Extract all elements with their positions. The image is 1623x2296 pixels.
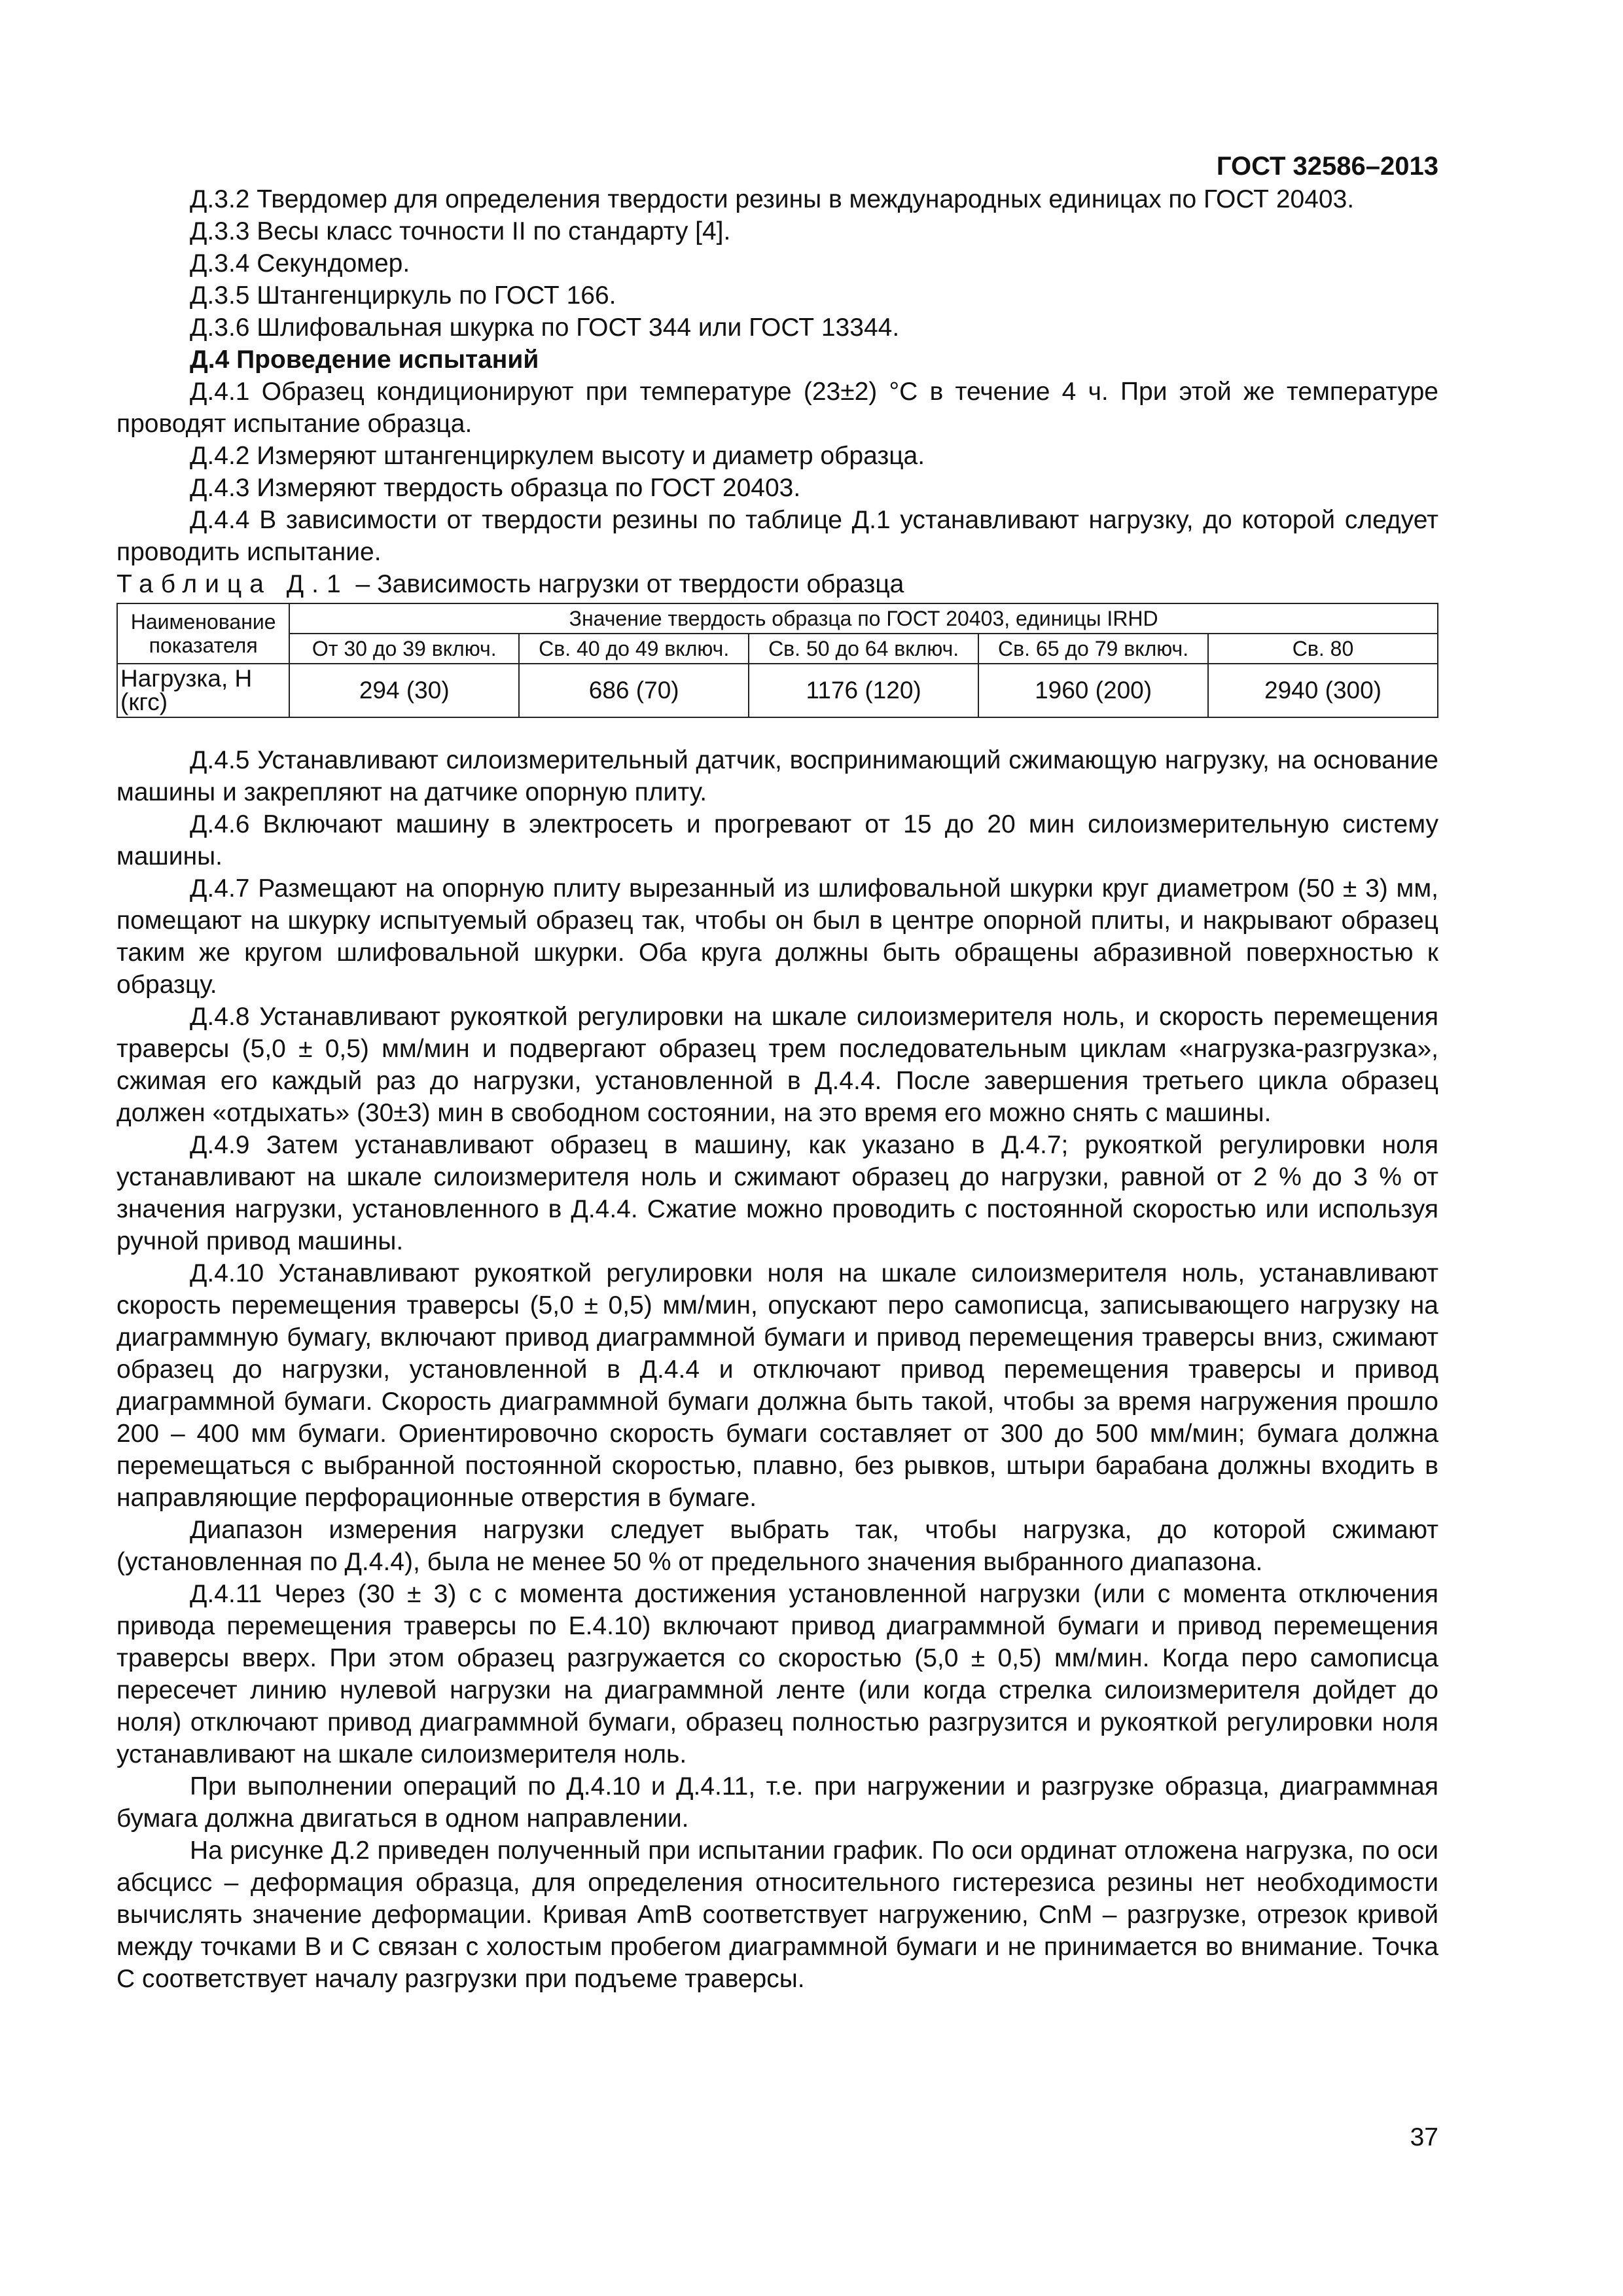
paragraph-range-note: Диапазон измерения нагрузки следует выбрать так, чтобы нагрузка, до которой сжимают (установленная по Д.4.4), была не менее 50 % от предельного значения выбранного диапазона. [116, 1516, 1438, 1576]
paragraph-d4-8: Д.4.8 Устанавливают рукояткой регулировки на шкале силоизмерителя ноль, и скорость перемещения траверсы (5,0 ± 0,5) мм/мин и подвергают образец трем последовательным циклам «нагрузка-разгрузка», сжимая его каждый раз до нагрузки, установленной в Д.4.4. После завершения третьего цикла образец должен «отдыхать» (30±3) мин в свободном состоянии, на это время его можно снять с машины. [116, 1003, 1438, 1127]
paragraph-d4-2: Д.4.2 Измеряют штангенциркулем высоту и диаметр образца. [190, 442, 925, 470]
paragraph-d4-1: Д.4.1 Образец кондиционируют при температуре (23±2) °С в течение 4 ч. При этой же температуре проводят испытание образца. [116, 378, 1438, 438]
table-row [117, 664, 1438, 717]
paragraph-d4-10: Д.4.10 Устанавливают рукояткой регулировки ноля на шкале силоизмерителя ноль, устанавливают скорость перемещения траверсы (5,0 ± 0,5) мм/мин, опускают перо самописца, записывающего нагрузку на диаграммную бумагу, включают привод диаграммной бумаги и привод перемещения траверсы вниз, сжимают образец до нагрузки, установленной в Д.4.4 и отключают привод перемещения траверсы и привод диаграммной бумаги. Скорость диаграммной бумаги должна быть такой, чтобы за время нагружения прошло 200 – 400 мм бумаги. Ориентировочно скорость бумаги составляет от 300 до 500 мм/мин; бумага должна перемещаться с выбранной постоянной скоростью, плавно, без рывков, штыри барабана должны входить в направляющие перфорационные отверстия в бумаге. [116, 1259, 1438, 1512]
paragraph-direction-note: При выполнении операций по Д.4.10 и Д.4.11, т.е. при нагружении и разгрузке образца, диаграммная бумага должна двигаться в одном направлении. [116, 1772, 1438, 1833]
page-number: 37 [1410, 2123, 1438, 2151]
table-subheader-row [117, 634, 1438, 664]
range-header-cell: Св. 65 до 79 включ. [978, 634, 1208, 664]
paragraph-d4-5: Д.4.5 Устанавливают силоизмерительный датчик, воспринимающий сжимающую нагрузку, на основание машины и закрепляют на датчике опорную плиту. [116, 746, 1438, 806]
range-header-cell: Св. 50 до 64 включ. [749, 634, 978, 664]
range-header-cell: От 30 до 39 включ. [289, 634, 519, 664]
load-cell: 2940 (300) [1208, 664, 1438, 717]
load-cell: 1960 (200) [978, 664, 1208, 717]
table-header-row [117, 603, 1438, 634]
paragraph-d4-6: Д.4.6 Включают машину в электросеть и прогревают от 15 до 20 мин силоизмерительную систему машины. [116, 810, 1438, 870]
table-caption [116, 568, 1438, 600]
hardness-load-table [116, 603, 1438, 718]
paragraph-d3-5: Д.3.5 Штангенциркуль по ГОСТ 166. [190, 281, 616, 310]
load-cell: 294 (30) [289, 664, 519, 717]
paragraph-d4-11: Д.4.11 Через (30 ± 3) с с момента достижения установленной нагрузки (или с момента отключения привода перемещения траверсы по Е.4.10) включают привод диаграммной бумаги и привод перемещения траверсы вверх. При этом образец разгружается со скоростью (5,0 ± 0,5) мм/мин. Когда перо самописца пересечет линию нулевой нагрузки на диаграммной ленте (или когда стрелка силоизмерителя дойдет до ноля) отключают привод диаграммной бумаги, образец полностью разгрузится и рукояткой регулировки ноля устанавливают на шкале силоизмерителя ноль. [116, 1580, 1438, 1768]
paragraph-d4-4: Д.4.4 В зависимости от твердости резины по таблице Д.1 устанавливают нагрузку, до которой следует проводить испытание. [116, 506, 1438, 566]
row-label-load: Нагрузка, Н (кгс) [117, 664, 289, 717]
paragraph-figure-note: На рисунке Д.2 приведен полученный при испытании график. По оси ординат отложена нагрузка, по оси абсцисс – деформация образца, для определения относительного гистерезиса резины нет необходимости вычислять значение деформации. Кривая AmB соответствует нагружению, CnM – разгрузке, отрезок кривой между точками В и С связан с холостым пробегом диаграммной бумаги и не принимается во внимание. Точка С соответствует началу разгрузки при подъеме траверсы. [116, 1837, 1438, 1993]
paragraph-d3-6: Д.3.6 Шлифовальная шкурка по ГОСТ 344 или ГОСТ 13344. [190, 314, 900, 342]
paragraph-d4-7: Д.4.7 Размещают на опорную плиту вырезанный из шлифовальной шкурки круг диаметром (50 ± 3) мм, помещают на шкурку испытуемый образец так, чтобы он был в центре опорной плиты, и накрывают образец таким же кругом шлифовальной шкурки. Оба круга должны быть обращены абразивной поверхностью к образцу. [116, 874, 1438, 999]
range-header-cell: Св. 80 [1208, 634, 1438, 664]
range-header-cell: Св. 40 до 49 включ. [519, 634, 749, 664]
document-header: ГОСТ 32586–2013 [1216, 152, 1438, 181]
table-caption-title: Зависимость нагрузки от твердости образца [377, 570, 904, 598]
col-header-hardness-group: Значение твердость образца по ГОСТ 20403, единицы IRHD [289, 603, 1438, 634]
load-cell: 1176 (120) [749, 664, 978, 717]
paragraph-d4-9: Д.4.9 Затем устанавливают образец в машину, как указано в Д.4.7; рукояткой регулировки ноля устанавливают на шкале силоизмерителя ноль и сжимают образец до нагрузки, равной от 2 % до 3 % от значения нагрузки, установленного в Д.4.4. Сжатие можно проводить с постоянной скоростью или используя ручной привод машины. [116, 1131, 1438, 1255]
table-caption-dash: – [348, 570, 378, 598]
section-heading: Д.4 Проведение испытаний [190, 346, 539, 374]
document-body [116, 149, 1438, 1995]
paragraph-d4-3: Д.4.3 Измеряют твердость образца по ГОСТ 20403. [190, 474, 801, 502]
paragraph-d3-2: Д.3.2 Твердомер для определения твердости резины в международных единицах по ГОСТ 20403. [190, 185, 1355, 213]
paragraph-d3-4: Д.3.4 Секундомер. [190, 249, 410, 278]
paragraph-d3-3: Д.3.3 Весы класс точности II по стандарту [4]. [190, 217, 731, 245]
col-header-indicator: Наименование показателя [117, 603, 289, 664]
table-caption-label: Таблица Д.1 [116, 570, 349, 598]
load-cell: 686 (70) [519, 664, 749, 717]
